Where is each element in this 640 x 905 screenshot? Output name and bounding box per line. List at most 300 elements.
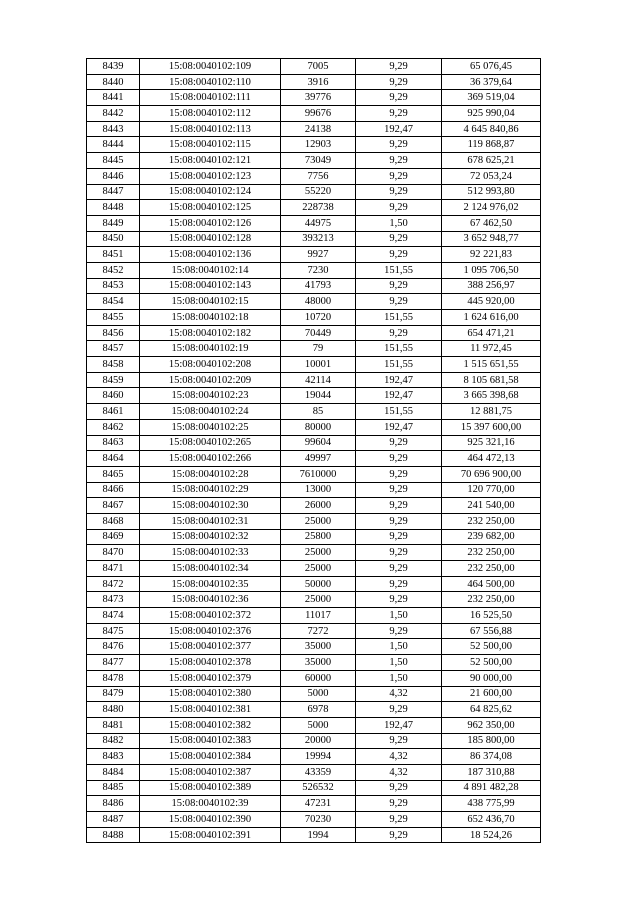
value-cell: 232 250,00 bbox=[442, 561, 541, 577]
rate-cell: 151,55 bbox=[356, 404, 442, 420]
cadastral-number-cell: 15:08:0040102:18 bbox=[140, 310, 281, 326]
cadastral-number-cell: 15:08:0040102:265 bbox=[140, 435, 281, 451]
row-number-cell: 8479 bbox=[87, 686, 140, 702]
value-cell: 4 891 482,28 bbox=[442, 780, 541, 796]
rate-cell: 9,29 bbox=[356, 247, 442, 263]
area-cell: 20000 bbox=[281, 733, 356, 749]
value-cell: 52 500,00 bbox=[442, 639, 541, 655]
row-number-cell: 8447 bbox=[87, 184, 140, 200]
cadastral-number-cell: 15:08:0040102:378 bbox=[140, 655, 281, 671]
row-number-cell: 8451 bbox=[87, 247, 140, 263]
rate-cell: 9,29 bbox=[356, 796, 442, 812]
rate-cell: 9,29 bbox=[356, 90, 442, 106]
value-cell: 925 321,16 bbox=[442, 435, 541, 451]
area-cell: 1994 bbox=[281, 827, 356, 843]
table-row bbox=[87, 262, 541, 278]
area-cell: 25000 bbox=[281, 545, 356, 561]
cadastral-number-cell: 15:08:0040102:115 bbox=[140, 137, 281, 153]
area-cell: 7756 bbox=[281, 168, 356, 184]
value-cell: 15 397 600,00 bbox=[442, 419, 541, 435]
row-number-cell: 8455 bbox=[87, 310, 140, 326]
value-cell: 3 665 398,68 bbox=[442, 388, 541, 404]
rate-cell: 192,47 bbox=[356, 717, 442, 733]
cadastral-number-cell: 15:08:0040102:384 bbox=[140, 749, 281, 765]
area-cell: 25800 bbox=[281, 529, 356, 545]
area-cell: 5000 bbox=[281, 717, 356, 733]
rate-cell: 9,29 bbox=[356, 780, 442, 796]
table-row bbox=[87, 419, 541, 435]
area-cell: 99676 bbox=[281, 106, 356, 122]
row-number-cell: 8463 bbox=[87, 435, 140, 451]
area-cell: 26000 bbox=[281, 498, 356, 514]
rate-cell: 9,29 bbox=[356, 513, 442, 529]
cadastral-number-cell: 15:08:0040102:14 bbox=[140, 262, 281, 278]
rate-cell: 9,29 bbox=[356, 106, 442, 122]
rate-cell: 1,50 bbox=[356, 670, 442, 686]
area-cell: 99604 bbox=[281, 435, 356, 451]
value-cell: 369 519,04 bbox=[442, 90, 541, 106]
area-cell: 10720 bbox=[281, 310, 356, 326]
table-row bbox=[87, 827, 541, 843]
value-cell: 232 250,00 bbox=[442, 513, 541, 529]
area-cell: 85 bbox=[281, 404, 356, 420]
cadastral-number-cell: 15:08:0040102:28 bbox=[140, 466, 281, 482]
cadastral-number-cell: 15:08:0040102:208 bbox=[140, 357, 281, 373]
cadastral-number-cell: 15:08:0040102:266 bbox=[140, 451, 281, 467]
table-row bbox=[87, 184, 541, 200]
table-row bbox=[87, 388, 541, 404]
value-cell: 962 350,00 bbox=[442, 717, 541, 733]
value-cell: 464 500,00 bbox=[442, 576, 541, 592]
cadastral-number-cell: 15:08:0040102:377 bbox=[140, 639, 281, 655]
rate-cell: 9,29 bbox=[356, 529, 442, 545]
row-number-cell: 8473 bbox=[87, 592, 140, 608]
table-row bbox=[87, 90, 541, 106]
row-number-cell: 8460 bbox=[87, 388, 140, 404]
area-cell: 11017 bbox=[281, 608, 356, 624]
rate-cell: 4,32 bbox=[356, 686, 442, 702]
cadastral-number-cell: 15:08:0040102:19 bbox=[140, 341, 281, 357]
cadastral-number-cell: 15:08:0040102:113 bbox=[140, 121, 281, 137]
cadastral-number-cell: 15:08:0040102:389 bbox=[140, 780, 281, 796]
cadastral-number-cell: 15:08:0040102:34 bbox=[140, 561, 281, 577]
table-row bbox=[87, 545, 541, 561]
cadastral-number-cell: 15:08:0040102:33 bbox=[140, 545, 281, 561]
area-cell: 228738 bbox=[281, 200, 356, 216]
rate-cell: 9,29 bbox=[356, 435, 442, 451]
rate-cell: 9,29 bbox=[356, 451, 442, 467]
cadastral-number-cell: 15:08:0040102:125 bbox=[140, 200, 281, 216]
area-cell: 24138 bbox=[281, 121, 356, 137]
cadastral-number-cell: 15:08:0040102:126 bbox=[140, 215, 281, 231]
cadastral-number-cell: 15:08:0040102:112 bbox=[140, 106, 281, 122]
area-cell: 10001 bbox=[281, 357, 356, 373]
row-number-cell: 8444 bbox=[87, 137, 140, 153]
table-row bbox=[87, 513, 541, 529]
rate-cell: 9,29 bbox=[356, 561, 442, 577]
row-number-cell: 8478 bbox=[87, 670, 140, 686]
area-cell: 12903 bbox=[281, 137, 356, 153]
cadastral-number-cell: 15:08:0040102:35 bbox=[140, 576, 281, 592]
table-row bbox=[87, 529, 541, 545]
value-cell: 1 515 651,55 bbox=[442, 357, 541, 373]
area-cell: 50000 bbox=[281, 576, 356, 592]
area-cell: 35000 bbox=[281, 639, 356, 655]
cadastral-number-cell: 15:08:0040102:123 bbox=[140, 168, 281, 184]
table-row bbox=[87, 764, 541, 780]
table-row bbox=[87, 451, 541, 467]
row-number-cell: 8486 bbox=[87, 796, 140, 812]
value-cell: 70 696 900,00 bbox=[442, 466, 541, 482]
area-cell: 70230 bbox=[281, 812, 356, 828]
table-row bbox=[87, 733, 541, 749]
area-cell: 41793 bbox=[281, 278, 356, 294]
rate-cell: 9,29 bbox=[356, 59, 442, 75]
cadastral-number-cell: 15:08:0040102:136 bbox=[140, 247, 281, 263]
table-row bbox=[87, 325, 541, 341]
rate-cell: 1,50 bbox=[356, 655, 442, 671]
row-number-cell: 8449 bbox=[87, 215, 140, 231]
area-cell: 60000 bbox=[281, 670, 356, 686]
row-number-cell: 8471 bbox=[87, 561, 140, 577]
table-row bbox=[87, 702, 541, 718]
table-row bbox=[87, 686, 541, 702]
table-row bbox=[87, 200, 541, 216]
row-number-cell: 8464 bbox=[87, 451, 140, 467]
cadastral-number-cell: 15:08:0040102:121 bbox=[140, 153, 281, 169]
row-number-cell: 8474 bbox=[87, 608, 140, 624]
rate-cell: 9,29 bbox=[356, 592, 442, 608]
area-cell: 7230 bbox=[281, 262, 356, 278]
table-row bbox=[87, 294, 541, 310]
rate-cell: 9,29 bbox=[356, 278, 442, 294]
rate-cell: 151,55 bbox=[356, 357, 442, 373]
value-cell: 438 775,99 bbox=[442, 796, 541, 812]
row-number-cell: 8457 bbox=[87, 341, 140, 357]
row-number-cell: 8476 bbox=[87, 639, 140, 655]
value-cell: 512 993,80 bbox=[442, 184, 541, 200]
area-cell: 7272 bbox=[281, 623, 356, 639]
cadastral-number-cell: 15:08:0040102:111 bbox=[140, 90, 281, 106]
row-number-cell: 8484 bbox=[87, 764, 140, 780]
value-cell: 232 250,00 bbox=[442, 592, 541, 608]
value-cell: 652 436,70 bbox=[442, 812, 541, 828]
value-cell: 241 540,00 bbox=[442, 498, 541, 514]
table-row bbox=[87, 215, 541, 231]
row-number-cell: 8441 bbox=[87, 90, 140, 106]
cadastral-number-cell: 15:08:0040102:380 bbox=[140, 686, 281, 702]
value-cell: 64 825,62 bbox=[442, 702, 541, 718]
value-cell: 185 800,00 bbox=[442, 733, 541, 749]
value-cell: 1 624 616,00 bbox=[442, 310, 541, 326]
area-cell: 42114 bbox=[281, 372, 356, 388]
cadastral-number-cell: 15:08:0040102:36 bbox=[140, 592, 281, 608]
value-cell: 21 600,00 bbox=[442, 686, 541, 702]
area-cell: 79 bbox=[281, 341, 356, 357]
area-cell: 19044 bbox=[281, 388, 356, 404]
area-cell: 526532 bbox=[281, 780, 356, 796]
area-cell: 55220 bbox=[281, 184, 356, 200]
table-row bbox=[87, 106, 541, 122]
table-row bbox=[87, 639, 541, 655]
value-cell: 12 881,75 bbox=[442, 404, 541, 420]
value-cell: 120 770,00 bbox=[442, 482, 541, 498]
area-cell: 5000 bbox=[281, 686, 356, 702]
area-cell: 39776 bbox=[281, 90, 356, 106]
row-number-cell: 8465 bbox=[87, 466, 140, 482]
area-cell: 48000 bbox=[281, 294, 356, 310]
value-cell: 86 374,08 bbox=[442, 749, 541, 765]
area-cell: 393213 bbox=[281, 231, 356, 247]
table-row bbox=[87, 137, 541, 153]
value-cell: 36 379,64 bbox=[442, 74, 541, 90]
rate-cell: 1,50 bbox=[356, 215, 442, 231]
rate-cell: 9,29 bbox=[356, 137, 442, 153]
value-cell: 388 256,97 bbox=[442, 278, 541, 294]
area-cell: 47231 bbox=[281, 796, 356, 812]
value-cell: 67 556,88 bbox=[442, 623, 541, 639]
rate-cell: 1,50 bbox=[356, 639, 442, 655]
row-number-cell: 8487 bbox=[87, 812, 140, 828]
row-number-cell: 8483 bbox=[87, 749, 140, 765]
rate-cell: 9,29 bbox=[356, 168, 442, 184]
row-number-cell: 8453 bbox=[87, 278, 140, 294]
table-row bbox=[87, 247, 541, 263]
value-cell: 8 105 681,58 bbox=[442, 372, 541, 388]
cadastral-number-cell: 15:08:0040102:15 bbox=[140, 294, 281, 310]
area-cell: 7005 bbox=[281, 59, 356, 75]
row-number-cell: 8452 bbox=[87, 262, 140, 278]
cadastral-number-cell: 15:08:0040102:110 bbox=[140, 74, 281, 90]
cadastral-number-cell: 15:08:0040102:23 bbox=[140, 388, 281, 404]
value-cell: 445 920,00 bbox=[442, 294, 541, 310]
table-row bbox=[87, 561, 541, 577]
rate-cell: 9,29 bbox=[356, 184, 442, 200]
rate-cell: 151,55 bbox=[356, 341, 442, 357]
area-cell: 9927 bbox=[281, 247, 356, 263]
cadastral-number-cell: 15:08:0040102:387 bbox=[140, 764, 281, 780]
cadastral-number-cell: 15:08:0040102:379 bbox=[140, 670, 281, 686]
table-row bbox=[87, 341, 541, 357]
area-cell: 44975 bbox=[281, 215, 356, 231]
area-cell: 25000 bbox=[281, 561, 356, 577]
row-number-cell: 8456 bbox=[87, 325, 140, 341]
row-number-cell: 8442 bbox=[87, 106, 140, 122]
rate-cell: 9,29 bbox=[356, 294, 442, 310]
rate-cell: 9,29 bbox=[356, 466, 442, 482]
row-number-cell: 8443 bbox=[87, 121, 140, 137]
row-number-cell: 8439 bbox=[87, 59, 140, 75]
value-cell: 65 076,45 bbox=[442, 59, 541, 75]
row-number-cell: 8450 bbox=[87, 231, 140, 247]
cadastral-number-cell: 15:08:0040102:29 bbox=[140, 482, 281, 498]
cadastral-number-cell: 15:08:0040102:390 bbox=[140, 812, 281, 828]
cadastral-number-cell: 15:08:0040102:109 bbox=[140, 59, 281, 75]
rate-cell: 4,32 bbox=[356, 749, 442, 765]
cadastral-number-cell: 15:08:0040102:128 bbox=[140, 231, 281, 247]
rate-cell: 1,50 bbox=[356, 608, 442, 624]
cadastral-number-cell: 15:08:0040102:24 bbox=[140, 404, 281, 420]
value-cell: 11 972,45 bbox=[442, 341, 541, 357]
area-cell: 35000 bbox=[281, 655, 356, 671]
rate-cell: 192,47 bbox=[356, 372, 442, 388]
rate-cell: 9,29 bbox=[356, 623, 442, 639]
cadastral-number-cell: 15:08:0040102:39 bbox=[140, 796, 281, 812]
table-row bbox=[87, 670, 541, 686]
cadastral-number-cell: 15:08:0040102:391 bbox=[140, 827, 281, 843]
row-number-cell: 8459 bbox=[87, 372, 140, 388]
table-row bbox=[87, 466, 541, 482]
table-row bbox=[87, 372, 541, 388]
row-number-cell: 8468 bbox=[87, 513, 140, 529]
value-cell: 92 221,83 bbox=[442, 247, 541, 263]
cadastral-number-cell: 15:08:0040102:182 bbox=[140, 325, 281, 341]
area-cell: 13000 bbox=[281, 482, 356, 498]
value-cell: 3 652 948,77 bbox=[442, 231, 541, 247]
cadastral-number-cell: 15:08:0040102:25 bbox=[140, 419, 281, 435]
table-row bbox=[87, 168, 541, 184]
rate-cell: 151,55 bbox=[356, 310, 442, 326]
table-row bbox=[87, 278, 541, 294]
area-cell: 6978 bbox=[281, 702, 356, 718]
value-cell: 2 124 976,02 bbox=[442, 200, 541, 216]
table-row bbox=[87, 59, 541, 75]
row-number-cell: 8445 bbox=[87, 153, 140, 169]
rate-cell: 192,47 bbox=[356, 388, 442, 404]
rate-cell: 9,29 bbox=[356, 576, 442, 592]
table-row bbox=[87, 153, 541, 169]
table-row bbox=[87, 796, 541, 812]
area-cell: 43359 bbox=[281, 764, 356, 780]
value-cell: 239 682,00 bbox=[442, 529, 541, 545]
value-cell: 119 868,87 bbox=[442, 137, 541, 153]
rate-cell: 9,29 bbox=[356, 200, 442, 216]
cadastral-number-cell: 15:08:0040102:32 bbox=[140, 529, 281, 545]
value-cell: 72 053,24 bbox=[442, 168, 541, 184]
value-cell: 90 000,00 bbox=[442, 670, 541, 686]
value-cell: 187 310,88 bbox=[442, 764, 541, 780]
row-number-cell: 8482 bbox=[87, 733, 140, 749]
rate-cell: 9,29 bbox=[356, 545, 442, 561]
table-row bbox=[87, 482, 541, 498]
row-number-cell: 8485 bbox=[87, 780, 140, 796]
value-cell: 654 471,21 bbox=[442, 325, 541, 341]
cadastral-number-cell: 15:08:0040102:143 bbox=[140, 278, 281, 294]
rate-cell: 4,32 bbox=[356, 764, 442, 780]
rate-cell: 192,47 bbox=[356, 121, 442, 137]
cadastral-number-cell: 15:08:0040102:209 bbox=[140, 372, 281, 388]
cadastral-number-cell: 15:08:0040102:381 bbox=[140, 702, 281, 718]
row-number-cell: 8440 bbox=[87, 74, 140, 90]
table-row bbox=[87, 608, 541, 624]
area-cell: 19994 bbox=[281, 749, 356, 765]
row-number-cell: 8481 bbox=[87, 717, 140, 733]
rate-cell: 192,47 bbox=[356, 419, 442, 435]
table-row bbox=[87, 310, 541, 326]
rate-cell: 9,29 bbox=[356, 733, 442, 749]
table-row bbox=[87, 576, 541, 592]
table-row bbox=[87, 592, 541, 608]
rate-cell: 9,29 bbox=[356, 74, 442, 90]
cadastral-number-cell: 15:08:0040102:382 bbox=[140, 717, 281, 733]
value-cell: 67 462,50 bbox=[442, 215, 541, 231]
rate-cell: 9,29 bbox=[356, 812, 442, 828]
row-number-cell: 8446 bbox=[87, 168, 140, 184]
rate-cell: 9,29 bbox=[356, 827, 442, 843]
table-row bbox=[87, 357, 541, 373]
row-number-cell: 8467 bbox=[87, 498, 140, 514]
cadastral-number-cell: 15:08:0040102:383 bbox=[140, 733, 281, 749]
table-body bbox=[87, 59, 541, 843]
cadastral-number-cell: 15:08:0040102:31 bbox=[140, 513, 281, 529]
value-cell: 678 625,21 bbox=[442, 153, 541, 169]
table-row bbox=[87, 231, 541, 247]
row-number-cell: 8448 bbox=[87, 200, 140, 216]
area-cell: 25000 bbox=[281, 513, 356, 529]
rate-cell: 151,55 bbox=[356, 262, 442, 278]
row-number-cell: 8472 bbox=[87, 576, 140, 592]
row-number-cell: 8454 bbox=[87, 294, 140, 310]
cadastral-number-cell: 15:08:0040102:376 bbox=[140, 623, 281, 639]
value-cell: 52 500,00 bbox=[442, 655, 541, 671]
area-cell: 49997 bbox=[281, 451, 356, 467]
row-number-cell: 8480 bbox=[87, 702, 140, 718]
value-cell: 464 472,13 bbox=[442, 451, 541, 467]
area-cell: 25000 bbox=[281, 592, 356, 608]
table-row bbox=[87, 121, 541, 137]
row-number-cell: 8461 bbox=[87, 404, 140, 420]
table-row bbox=[87, 749, 541, 765]
table-row bbox=[87, 717, 541, 733]
rate-cell: 9,29 bbox=[356, 702, 442, 718]
cadastral-number-cell: 15:08:0040102:372 bbox=[140, 608, 281, 624]
row-number-cell: 8469 bbox=[87, 529, 140, 545]
rate-cell: 9,29 bbox=[356, 325, 442, 341]
area-cell: 7610000 bbox=[281, 466, 356, 482]
table-row bbox=[87, 812, 541, 828]
rate-cell: 9,29 bbox=[356, 482, 442, 498]
row-number-cell: 8458 bbox=[87, 357, 140, 373]
rate-cell: 9,29 bbox=[356, 153, 442, 169]
table-row bbox=[87, 498, 541, 514]
value-cell: 925 990,04 bbox=[442, 106, 541, 122]
area-cell: 80000 bbox=[281, 419, 356, 435]
table-row bbox=[87, 74, 541, 90]
rate-cell: 9,29 bbox=[356, 498, 442, 514]
value-cell: 4 645 840,86 bbox=[442, 121, 541, 137]
table-row bbox=[87, 780, 541, 796]
table-row bbox=[87, 404, 541, 420]
area-cell: 73049 bbox=[281, 153, 356, 169]
table-row bbox=[87, 623, 541, 639]
cadastral-number-cell: 15:08:0040102:124 bbox=[140, 184, 281, 200]
row-number-cell: 8477 bbox=[87, 655, 140, 671]
value-cell: 232 250,00 bbox=[442, 545, 541, 561]
rate-cell: 9,29 bbox=[356, 231, 442, 247]
row-number-cell: 8488 bbox=[87, 827, 140, 843]
table-row bbox=[87, 655, 541, 671]
row-number-cell: 8466 bbox=[87, 482, 140, 498]
row-number-cell: 8475 bbox=[87, 623, 140, 639]
cadastral-number-cell: 15:08:0040102:30 bbox=[140, 498, 281, 514]
table-row bbox=[87, 435, 541, 451]
row-number-cell: 8462 bbox=[87, 419, 140, 435]
value-cell: 18 524,26 bbox=[442, 827, 541, 843]
area-cell: 3916 bbox=[281, 74, 356, 90]
value-cell: 16 525,50 bbox=[442, 608, 541, 624]
row-number-cell: 8470 bbox=[87, 545, 140, 561]
cadastral-value-table bbox=[86, 58, 541, 843]
